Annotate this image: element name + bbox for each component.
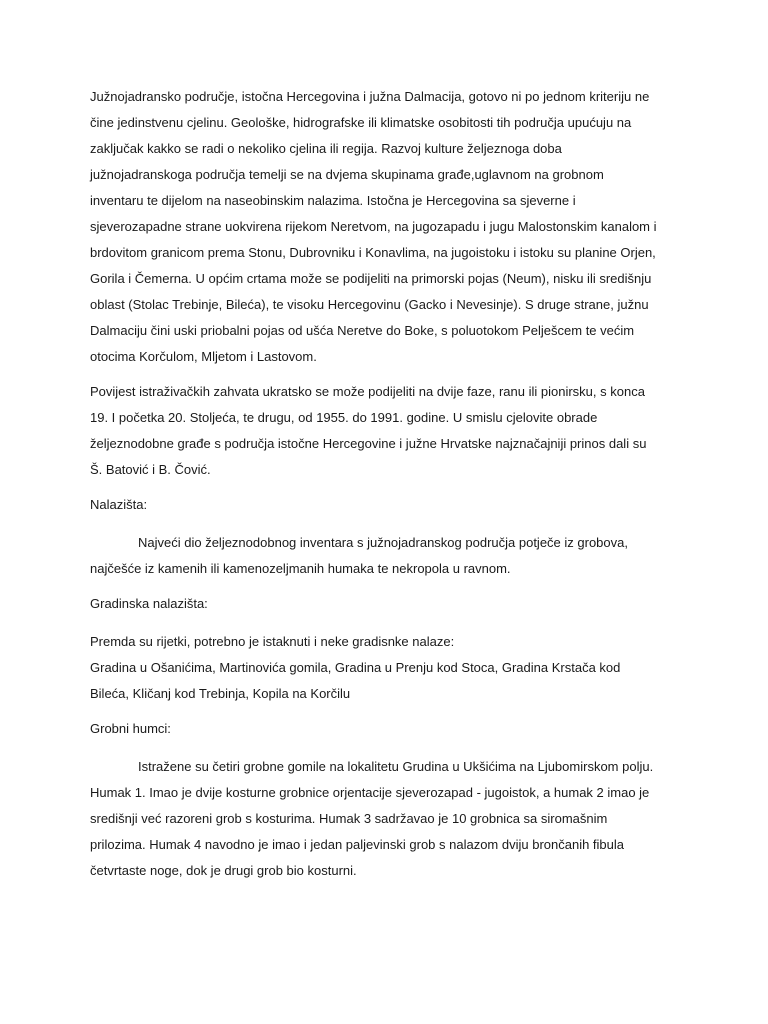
research-history-paragraph: Povijest istraživačkih zahvata ukratsko se može podijeliti na dvije faze, ranu ili pionirsku, s konca 19. I početka 20. Stoljeća, te drugu, od 1955. do 1991. godine. U smislu cjelovite obrade željeznodobne građe s područja istočne Hercegovine i južne Hrvatske najznačajniji prinos dali su Š. Batović i B. Čović. <box>90 384 647 477</box>
mounds-paragraph: Istražene su četiri grobne gomile na lokalitetu Grudina u Ukšićima na Ljubomirskom polju. Humak 1. Imao je dvije kosturne grobnice orjentacije sjeverozapad - jugoistok, a humak 2 imao je središnji već razoreni grob s kosturima. Humak 3 sadržavao je 10 grobnica sa siromašnim prilozima. Humak 4 navodno je imao i jedan paljevinski grob s nalazom dviju brončanih fibula četvrtaste noge, dok je drugi grob bio kosturni. <box>90 759 654 878</box>
hillforts-list: Gradina u Ošanićima, Martinovića gomila, Gradina u Prenju kod Stoca, Gradina Krstača kod Bileća, Kličanj kod Trebinja, Kopila na Korčilu <box>90 660 621 701</box>
hillforts-block <box>90 629 660 707</box>
mounds-heading: Grobni humci: <box>90 721 171 736</box>
sites-paragraph: Najveći dio željeznodobnog inventara s južnojadranskog područja potječe iz grobova, najčešće iz kamenih ili kamenozeljmanih humaka te nekropola u ravnom. <box>90 535 628 576</box>
intro-paragraph: Južnojadransko područje, istočna Hercegovina i južna Dalmacija, gotovo ni po jednom kriteriju ne čine jedinstvenu cjelinu. Geološke, hidrografske ili klimatske osobitosti tih područja upućuju na zaključak kakko se radi o nekoliko cjelina ili regija. Razvoj kulture željeznoga doba južnojadranskoga područja temelji se na dvjema skupinama građe,uglavnom na grobnom inventaru te dijelom na naseobinskim nalazima. Istočna je Hercegovina sa sjeverne i sjeverozapadne strane uokvirena rijekom Neretvom, na jugozapadu i jugu Malostonskim kanalom i brdovitom granicom prema Stonu, Dubrovniku i Konavlima, na jugoistoku i istoku su planine Orjen, Gorila i Čemerna. U općim crtama može se podijeliti na primorski pojas (Neum), nisku ili središnju oblast (Stolac Trebinje, Bileća), te visoku Hercegovinu (Gacko i Nevesinje). S druge strane, južnu Dalmaciju čini uski priobalni pojas od ušća Neretve do Boke, s poluotokom Pelješcem te većim otocima Korčulom, Mljetom i Lastovom. <box>90 89 657 364</box>
hillforts-intro: Premda su rijetki, potrebno je istaknuti i neke gradisnke nalaze: <box>90 634 455 649</box>
hillforts-heading: Gradinska nalazišta: <box>90 596 208 611</box>
sites-heading: Nalazišta: <box>90 497 148 512</box>
document-page <box>90 84 660 893</box>
